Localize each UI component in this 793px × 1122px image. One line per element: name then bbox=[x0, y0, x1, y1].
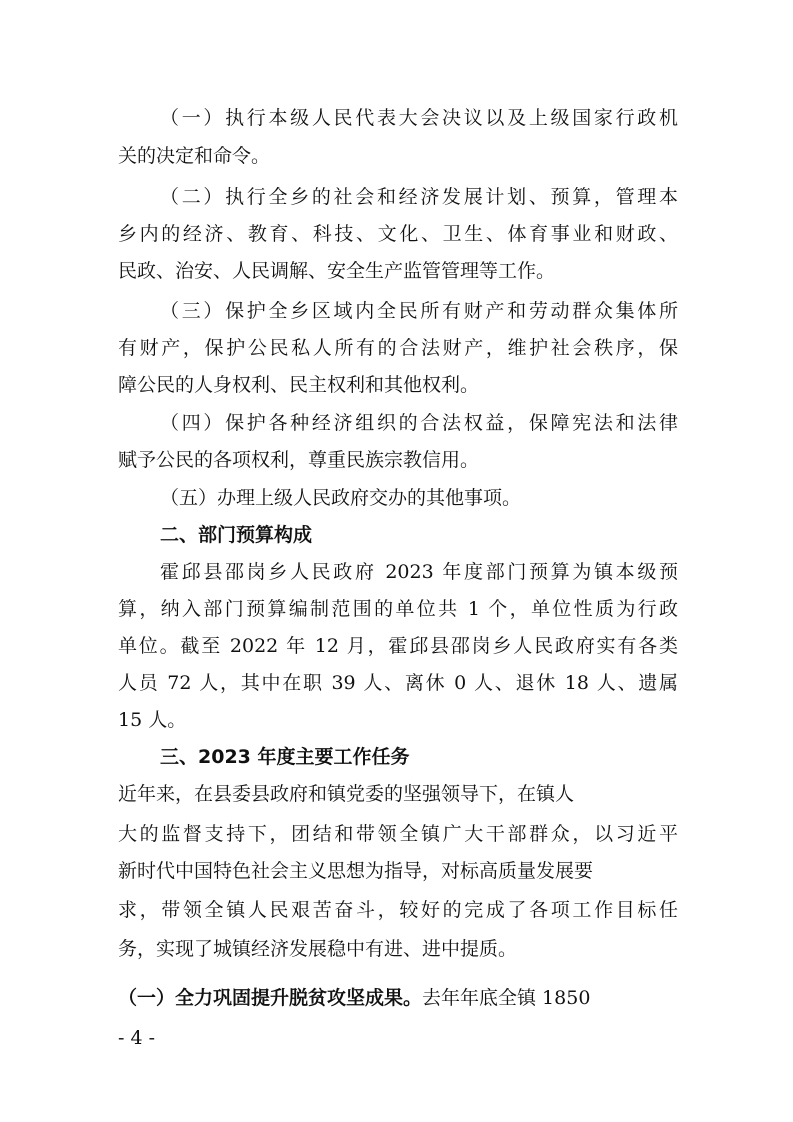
paragraph-line: 15 人。 bbox=[118, 709, 187, 731]
paragraph-line: （四）保护各种经济组织的合法权益，保障宪法和法律 bbox=[160, 412, 678, 434]
paragraph-line: （五）办理上级人民政府交办的其他事项。 bbox=[160, 487, 522, 509]
paragraph-text: 去年年底全镇 1850 bbox=[422, 987, 591, 1009]
paragraph-line: 赋予公民的各项权利，尊重民族宗教信用。 bbox=[118, 449, 480, 471]
subsection-heading: （一）全力巩固提升脱贫攻坚成果。 bbox=[118, 987, 423, 1009]
paragraph-line: 大的监督支持下，团结和带领全镇广大干部群众，以习近平 bbox=[118, 823, 678, 845]
paragraph-line: 求，带领全镇人民艰苦奋斗，较好的完成了各项工作目标任 bbox=[118, 899, 678, 921]
paragraph-line: 关的决定和命令。 bbox=[118, 145, 271, 167]
paragraph-line bbox=[118, 986, 678, 1010]
paragraph-line: 新时代中国特色社会主义思想为指导，对标高质量发展要 bbox=[118, 860, 594, 882]
paragraph-line: （二）执行全乡的社会和经济发展计划、预算，管理本 bbox=[160, 186, 678, 208]
paragraph-line: 有财产，保护公民私人所有的合法财产，维护社会秩序，保 bbox=[118, 337, 678, 359]
paragraph-line: 单位。截至 2022 年 12 月，霍邱县邵岗乡人民政府实有各类 bbox=[118, 635, 678, 657]
section-heading: 三、2023 年度主要工作任务 bbox=[160, 746, 410, 768]
section-heading: 二、部门预算构成 bbox=[160, 524, 313, 546]
paragraph-line: 算，纳入部门预算编制范围的单位共 1 个，单位性质为行政 bbox=[118, 598, 678, 620]
page-number: - 4 - bbox=[118, 1027, 156, 1049]
paragraph-line: 障公民的人身权利、民主权利和其他权利。 bbox=[118, 374, 480, 396]
paragraph-line: 务，实现了城镇经济发展稳中有进、进中提质。 bbox=[118, 938, 518, 960]
paragraph-line: （三）保护全乡区域内全民所有财产和劳动群众集体所 bbox=[160, 300, 678, 322]
paragraph-line: 霍邱县邵岗乡人民政府 2023 年度部门预算为镇本级预 bbox=[160, 561, 678, 583]
paragraph-line: 人员 72 人，其中在职 39 人、离休 0 人、退休 18 人、遗属 bbox=[118, 672, 678, 694]
paragraph-line: 近年来，在县委县政府和镇党委的坚强领导下，在镇人 bbox=[118, 783, 575, 805]
paragraph-line: 乡内的经济、教育、科技、文化、卫生、体育事业和财政、 bbox=[118, 223, 678, 245]
paragraph-line: （一）执行本级人民代表大会决议以及上级国家行政机 bbox=[160, 107, 678, 129]
paragraph-line: 民政、治安、人民调解、安全生产监管管理等工作。 bbox=[118, 260, 556, 282]
